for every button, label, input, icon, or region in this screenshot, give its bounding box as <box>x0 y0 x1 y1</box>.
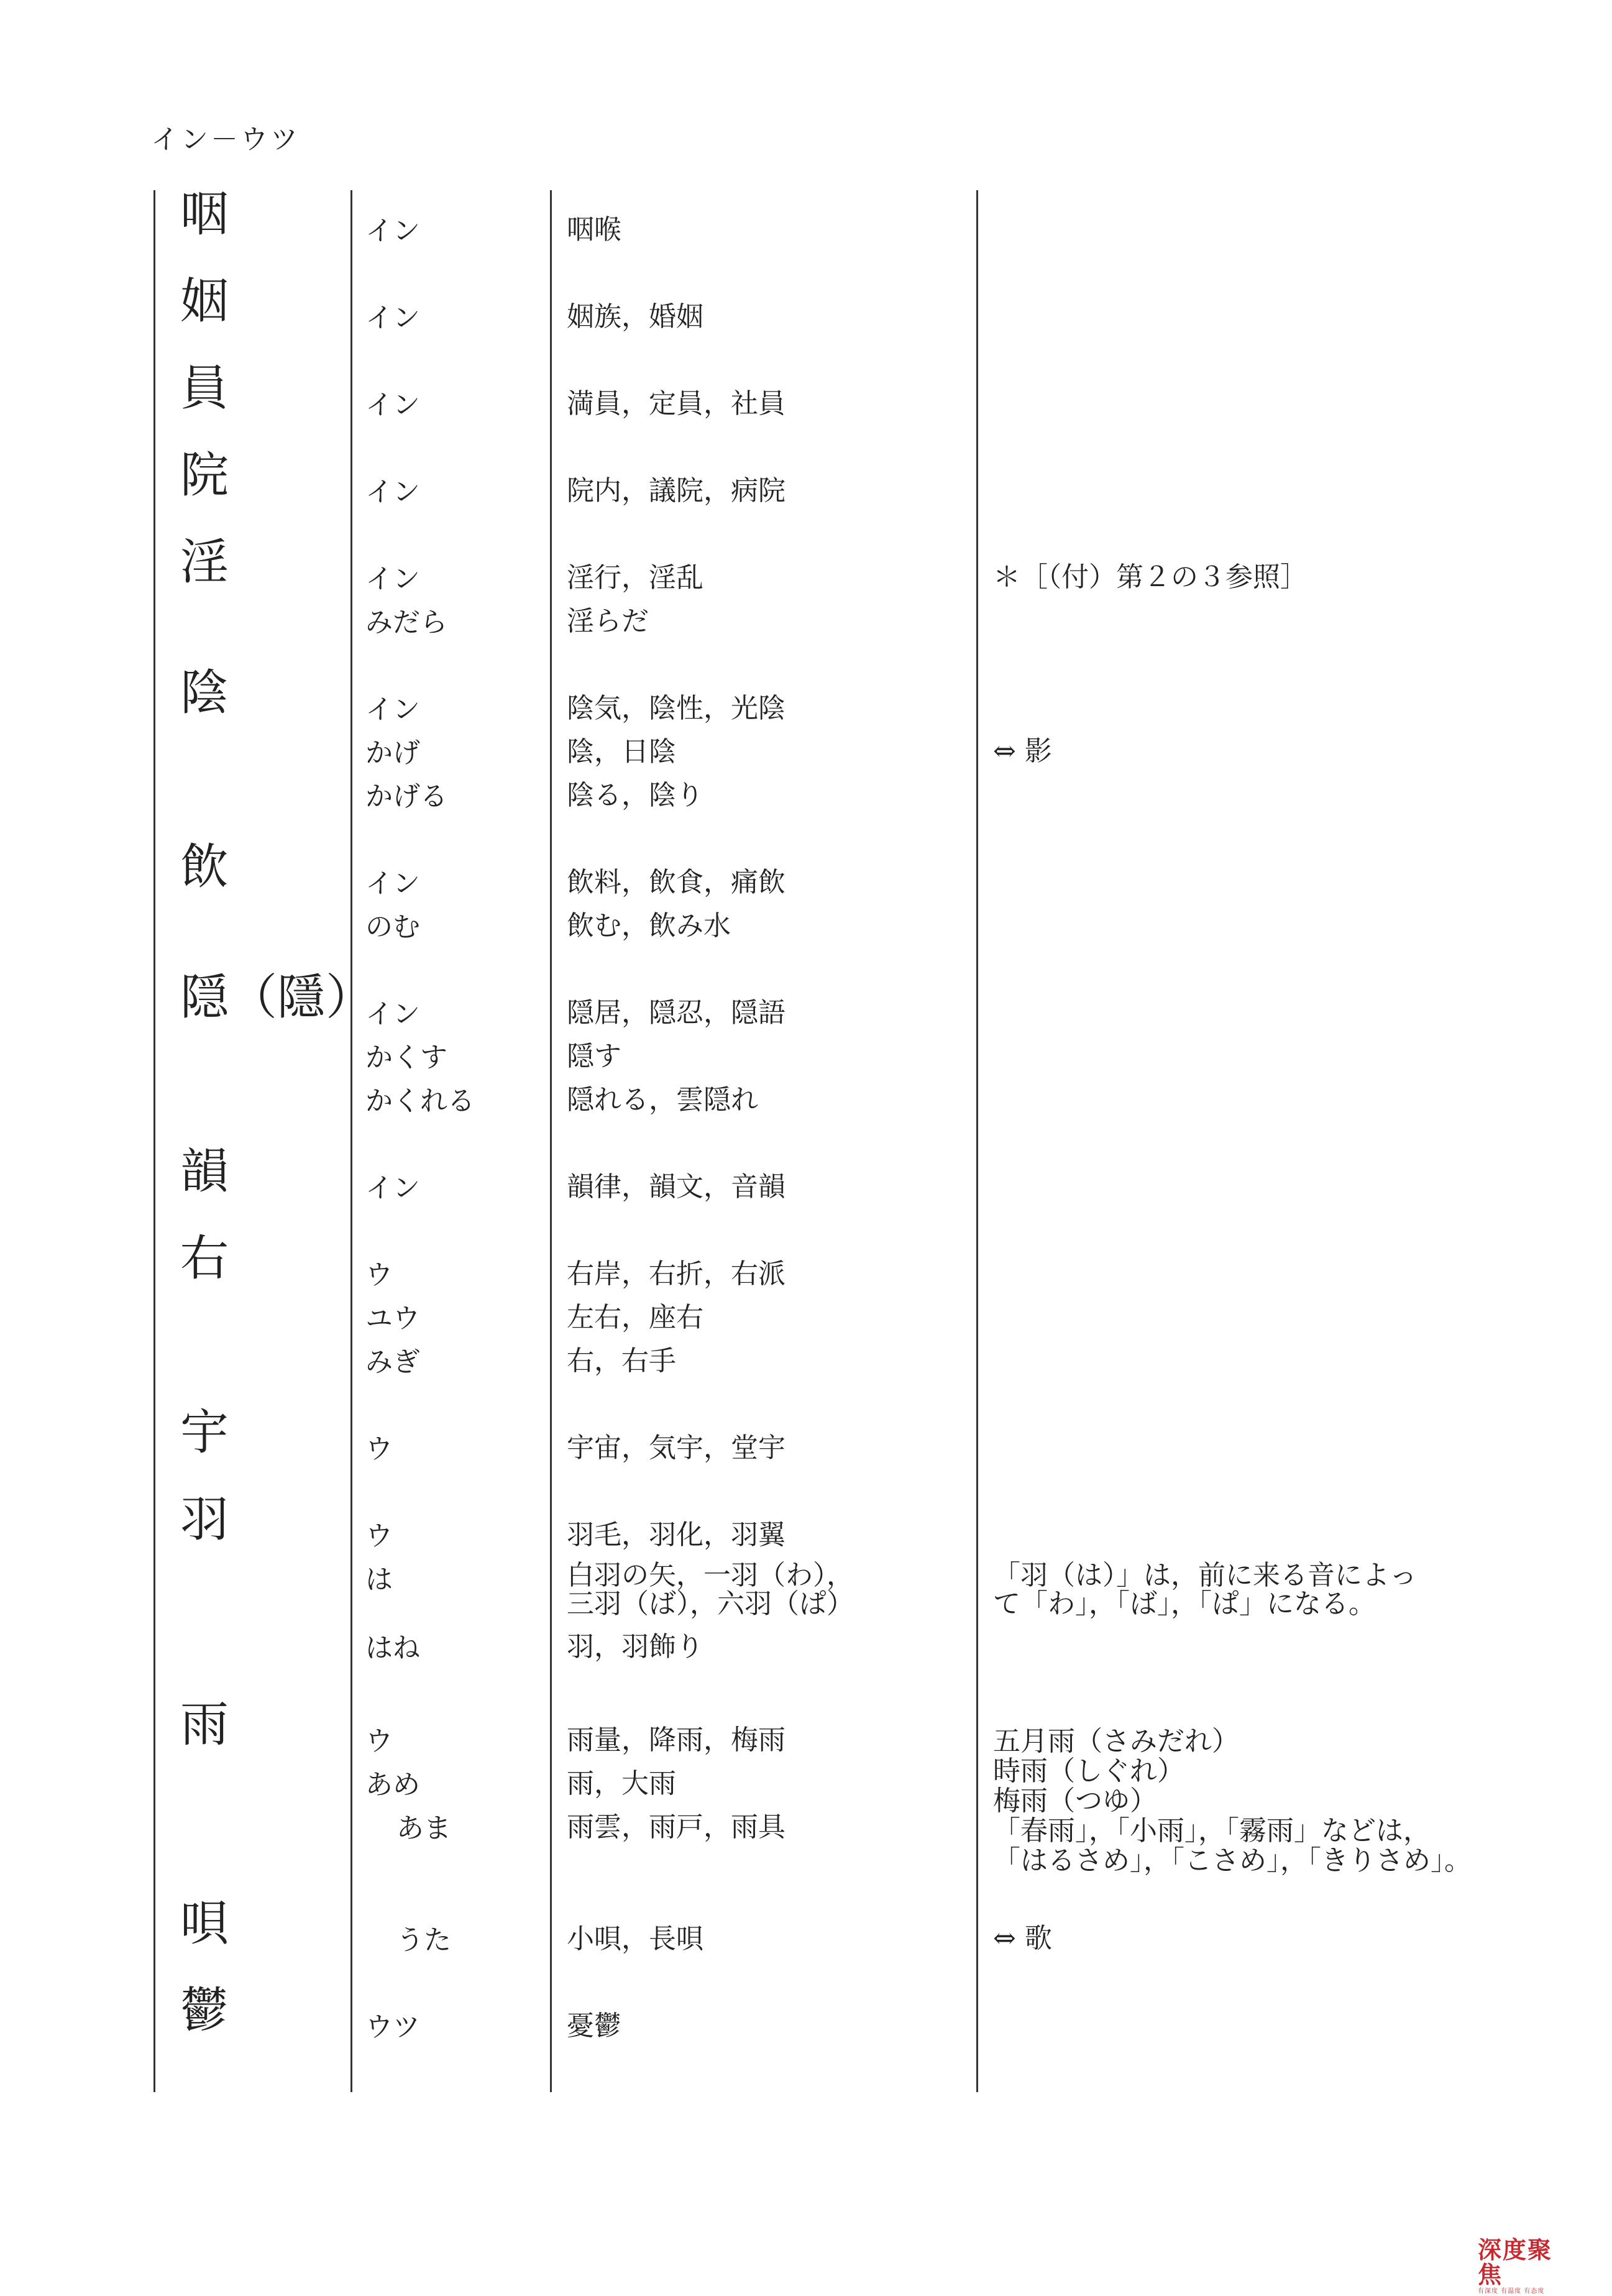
reading: イン <box>365 868 420 899</box>
note: 「羽（は）」は，前に来る音によっ て「わ」，「ば」，「ぱ」になる。 <box>993 1559 1417 1620</box>
reading: イン <box>365 389 420 421</box>
reading: みぎ <box>365 1346 420 1378</box>
kanji-character: 隠（隱） <box>180 970 375 1026</box>
reading: ウ <box>365 1433 393 1465</box>
kanji-character: 員 <box>180 360 229 416</box>
reading: イン <box>365 1172 420 1204</box>
examples: 隠す <box>567 1040 621 1072</box>
page-header: イン－ウツ <box>151 124 300 155</box>
reading-row <box>0 1518 1612 1561</box>
reading-row <box>0 735 1612 778</box>
reading-row <box>0 1922 1612 1965</box>
reading-row <box>0 1344 1612 1387</box>
kanji-character: 咽 <box>180 186 229 242</box>
reading: ウ <box>365 1725 393 1757</box>
reading: あめ <box>365 1769 420 1801</box>
note: 五月雨（さみだれ） 時雨（しぐれ） 梅雨（つゆ） 「春雨」，「小雨」，「霧雨」などは， 「はるさめ」，「こさめ」，「きりさめ」。 <box>993 1725 1472 1876</box>
reading-row <box>0 1083 1612 1126</box>
kanji-character: 羽 <box>180 1492 229 1548</box>
reading-row <box>0 300 1612 343</box>
kanji-character: 院 <box>180 448 229 503</box>
reading: かくす <box>365 1042 447 1073</box>
reading-row <box>0 213 1612 256</box>
reading: はね <box>365 1632 420 1664</box>
kanji-character: 陰 <box>180 665 229 721</box>
examples: 咽喉 <box>567 214 621 246</box>
examples: 院内，議院，病院 <box>567 475 785 507</box>
examples: 飲む，飲み水 <box>567 910 731 942</box>
examples: 雨，大雨 <box>567 1768 676 1799</box>
reading: かげ <box>365 737 420 769</box>
examples: 淫行，淫乱 <box>567 562 703 594</box>
reading: あま <box>396 1812 451 1844</box>
kanji-character: 鬱 <box>180 1983 229 2039</box>
reading-row <box>0 1559 1612 1620</box>
reading-row <box>0 604 1612 648</box>
reading-row <box>0 1300 1612 1344</box>
examples: 小唄，長唄 <box>567 1923 703 1955</box>
kanji-character: 唄 <box>180 1896 229 1952</box>
reading-row <box>0 909 1612 952</box>
examples: 陰，日陰 <box>567 736 676 768</box>
reading-row <box>0 387 1612 430</box>
note: ＊［（付）第２の３参照］ <box>993 561 1307 593</box>
reading: みだら <box>365 607 447 638</box>
reading-row <box>0 1257 1612 1300</box>
examples: 雨量，降雨，梅雨 <box>567 1724 785 1756</box>
reading: ユウ <box>365 1303 420 1334</box>
examples: 満員，定員，社員 <box>567 388 785 420</box>
reading: イン <box>365 476 420 508</box>
reading-row <box>0 1810 1612 1853</box>
examples: 右岸，右折，右派 <box>567 1258 785 1290</box>
reading-row <box>0 2009 1612 2052</box>
reading: イン <box>365 998 420 1030</box>
reading: イン <box>365 302 420 334</box>
reading: かげる <box>365 781 447 812</box>
examples: 雨雲，雨戸，雨具 <box>567 1811 785 1843</box>
examples: 羽，羽飾り <box>567 1631 703 1663</box>
reading: イン <box>365 215 420 247</box>
kanji-character: 宇 <box>180 1405 229 1461</box>
examples: 白羽の矢，一羽（わ）， 三羽（ば），六羽（ぱ） <box>567 1559 854 1620</box>
examples: 陰る，陰り <box>567 779 703 811</box>
reading: うた <box>396 1924 451 1956</box>
kanji-character: 淫 <box>180 535 229 590</box>
examples: 韻律，韻文，音韻 <box>567 1171 785 1203</box>
reading-row <box>0 865 1612 909</box>
reading: ウツ <box>365 2011 420 2043</box>
reading: ウ <box>365 1520 393 1552</box>
reading-row <box>0 1766 1612 1810</box>
reading-row <box>0 1039 1612 1083</box>
reading-row <box>0 778 1612 822</box>
examples: 姻族，婚姻 <box>567 301 703 333</box>
reading-row <box>0 1431 1612 1474</box>
reading: イン <box>365 694 420 725</box>
watermark-sub: 有深度 有温度 有态度 <box>1478 2288 1545 2295</box>
kanji-character: 右 <box>180 1231 229 1287</box>
reading-row <box>0 1170 1612 1213</box>
examples: 羽毛，羽化，羽翼 <box>567 1519 785 1551</box>
kanji-character: 飲 <box>180 839 229 895</box>
watermark-main: 深度聚焦 <box>1478 2236 1553 2289</box>
kanji-character: 姻 <box>180 273 229 329</box>
note: ⇔ 歌 <box>993 1922 1052 1954</box>
examples: 隠れる，雲隠れ <box>567 1084 758 1116</box>
reading-row <box>0 691 1612 735</box>
examples: 淫らだ <box>567 605 649 637</box>
kanji-character: 雨 <box>180 1697 229 1753</box>
reading-row <box>0 561 1612 604</box>
reading: ウ <box>365 1259 393 1291</box>
examples: 右，右手 <box>567 1345 676 1377</box>
reading: イン <box>365 563 420 595</box>
watermark-logo <box>1478 2236 1571 2295</box>
reading-row <box>0 1630 1612 1673</box>
reading: かくれる <box>365 1085 475 1117</box>
reading: のむ <box>365 911 420 943</box>
reading-row <box>0 996 1612 1039</box>
kanji-character: 韻 <box>180 1144 229 1200</box>
reading-row <box>0 474 1612 517</box>
examples: 飲料，飲食，痛飲 <box>567 866 785 898</box>
examples: 陰気，陰性，光陰 <box>567 692 785 724</box>
note: ⇔ 影 <box>993 735 1052 767</box>
examples: 宇宙，気宇，堂宇 <box>567 1432 785 1464</box>
reading: は <box>365 1564 393 1596</box>
examples: 憂鬱 <box>567 2010 621 2042</box>
examples: 隠居，隠忍，隠語 <box>567 997 785 1029</box>
examples: 左右，座右 <box>567 1302 703 1333</box>
